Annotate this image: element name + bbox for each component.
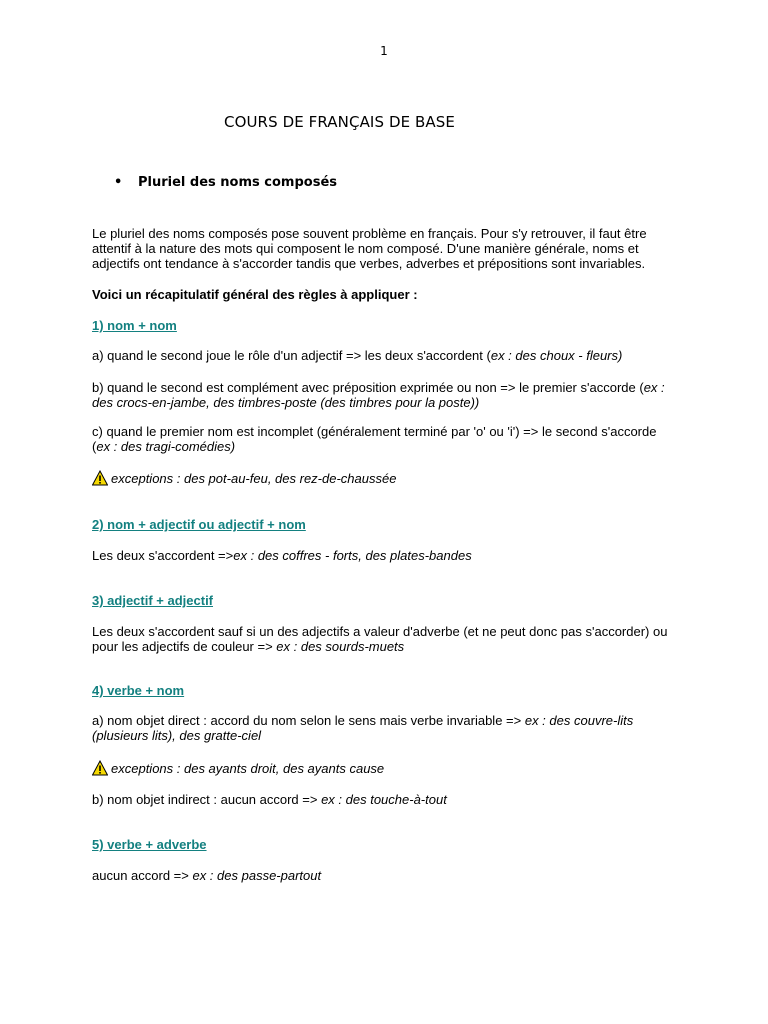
warning-icon [92,760,108,776]
section-3-heading: 3) adjectif + adjectif [92,593,214,608]
rule-4a-text: a) nom objet direct : accord du nom selon le sens mais verbe invariable => [92,713,525,728]
rule-4a [92,713,682,743]
warning-icon [92,470,108,486]
exceptions-1-text: exceptions : des pot-au-feu, des rez-de-chaussée [111,471,397,486]
rule-1a [92,348,682,363]
rule-2 [92,548,682,563]
rule-1c [92,424,682,454]
rule-5-text: aucun accord => [92,868,193,883]
rule-3-example: ex : des sourds-muets [276,639,405,654]
document-title: COURS DE FRANÇAIS DE BASE [224,113,455,131]
rule-4b-text: b) nom objet indirect : aucun accord => [92,792,322,807]
intro-line-2: attentif à la nature des mots qui composent le nom composé. D'une manière générale, noms et [92,241,639,256]
intro-line-1: Le pluriel des noms composés pose souvent problème en français. Pour s'y retrouver, il faut être [92,226,647,241]
rule-5-example: ex : des passe-partout [192,868,322,883]
rule-4b [92,792,682,807]
rule-3-line-2: pour les adjectifs de couleur => [92,639,277,654]
rule-1b [92,380,682,410]
bullet-heading-text: Pluriel des noms composés [138,175,337,190]
rule-3-line-1: Les deux s'accordent sauf si un des adjectifs a valeur d'adverbe (et ne peut donc pas s'accorder) ou [92,624,668,639]
section-4-heading: 4) verbe + nom [92,683,185,698]
section-1-heading: 1) nom + nom [92,318,177,333]
section-5-heading: 5) verbe + adverbe [92,837,207,852]
rule-2-example: ex : des coffres - forts, des plates-bandes [233,548,472,563]
rule-1b-text: b) quand le second est complément avec préposition exprimée ou non => le premier s'accorde ( [92,380,644,395]
exceptions-4-text: exceptions : des ayants droit, des ayants cause [111,761,385,776]
recap-line: Voici un récapitulatif général des règles à appliquer : [92,287,418,302]
rule-4a-example: ex : des couvre-lits [524,713,634,728]
intro-line-3: adjectifs ont tendance à s'accorder tandis que verbes, adverbes et prépositions sont invariables. [92,256,646,271]
rule-3 [92,624,682,654]
exceptions-1 [92,470,682,486]
exceptions-4 [92,760,682,776]
rule-1c-paren: ( [92,439,97,454]
intro-paragraph [92,226,682,271]
rule-2-text: Les deux s'accordent => [92,548,234,563]
rule-1b-example-start: ex : [643,380,665,395]
rule-1b-example: des crocs-en-jambe, des timbres-poste (des timbres pour la poste)) [92,395,480,410]
bullet-dot: • [114,175,123,190]
rule-5 [92,868,682,883]
section-2-heading: 2) nom + adjectif ou adjectif + nom [92,517,306,532]
rule-1a-text: a) quand le second joue le rôle d'un adjectif => les deux s'accordent ( [92,348,491,363]
rule-4a-example-cont: (plusieurs lits), des gratte-ciel [92,728,262,743]
bullet-heading [114,175,337,190]
rule-1c-text: c) quand le premier nom est incomplet (généralement terminé par 'o' ou 'i') => le second s'accorde [92,424,657,439]
rule-4b-example: ex : des touche-à-tout [321,792,447,807]
rule-1c-example: ex : des tragi-comédies) [96,439,236,454]
page-number: 1 [380,44,388,58]
rule-1a-example: ex : des choux - fleurs) [490,348,623,363]
